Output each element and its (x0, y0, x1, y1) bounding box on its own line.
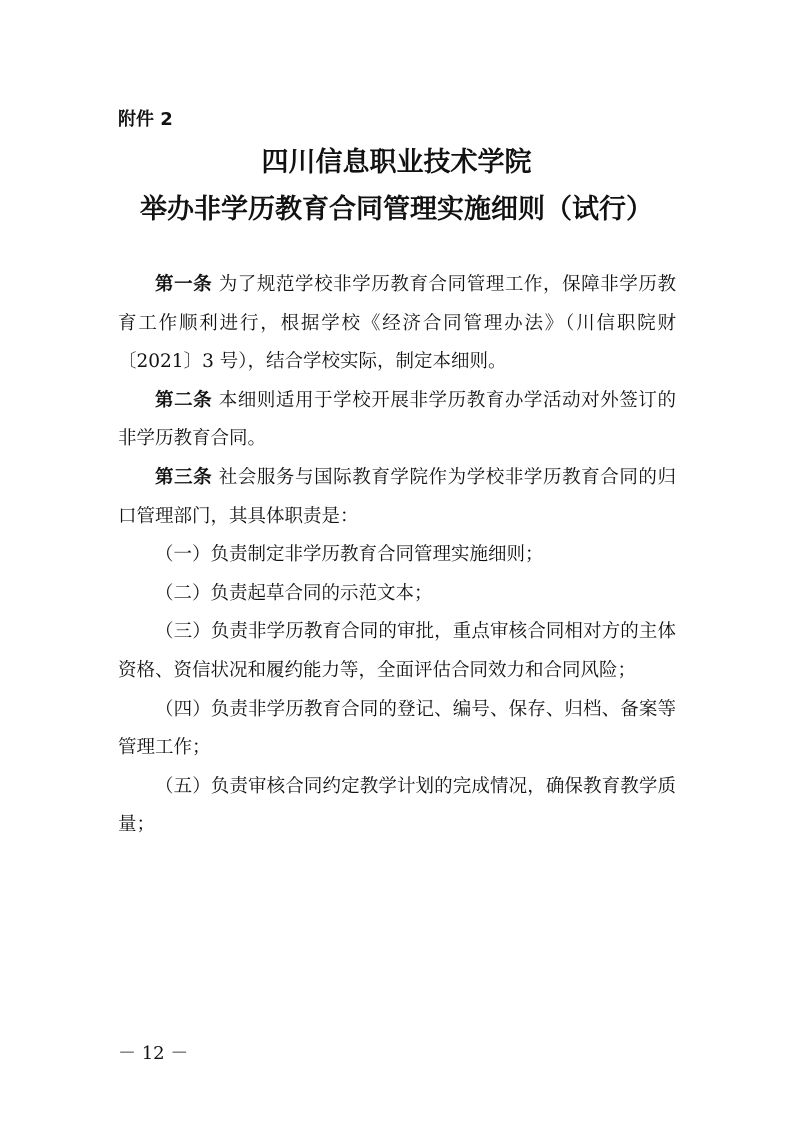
document-body (118, 266, 676, 845)
page-number: － 12 － (118, 1043, 189, 1064)
duty-item-2: （二）负责起草合同的示范文本； (155, 582, 433, 604)
article-1-text: 为了规范学校非学历教育合同管理工作，保障非学历教育工作顺利进行，根据学校《经济合同管理办法》（川信职院财〔2021〕3 号），结合学校实际，制定本细则。 (118, 274, 676, 373)
article-3-label: 第三条 (155, 466, 213, 488)
article-1-label: 第一条 (155, 274, 213, 295)
duty-item-5: （五）负责审核合同约定教学计划的完成情况，确保教育教学质量； (118, 775, 676, 836)
article-3 (118, 459, 676, 536)
attachment-label: 附件 2 (118, 109, 173, 130)
article-1 (118, 266, 676, 382)
document-title-line-1: 四川信息职业技术学院 (261, 147, 532, 178)
article-2 (118, 382, 676, 459)
article-2-label: 第二条 (155, 389, 213, 411)
duty-item-3: （三）负责非学历教育合同的审批，重点审核合同相对方的主体资格、资信状况和履约能力等，全面评估合同效力和合同风险； (118, 621, 676, 681)
article-2-text: 本细则适用于学校开展非学历教育办学活动对外签订的非学历教育合同。 (118, 389, 676, 450)
duty-item-4: （四）负责非学历教育合同的登记、编号、保存、归档、备案等管理工作； (118, 698, 676, 759)
duty-item-1: （一）负责制定非学历教育合同管理实施细则； (155, 544, 544, 566)
document-title-line-2: 举办非学历教育合同管理实施细则（试行） (140, 194, 653, 225)
article-3-text: 社会服务与国际教育学院作为学校非学历教育合同的归口管理部门，其具体职责是： (118, 466, 676, 527)
